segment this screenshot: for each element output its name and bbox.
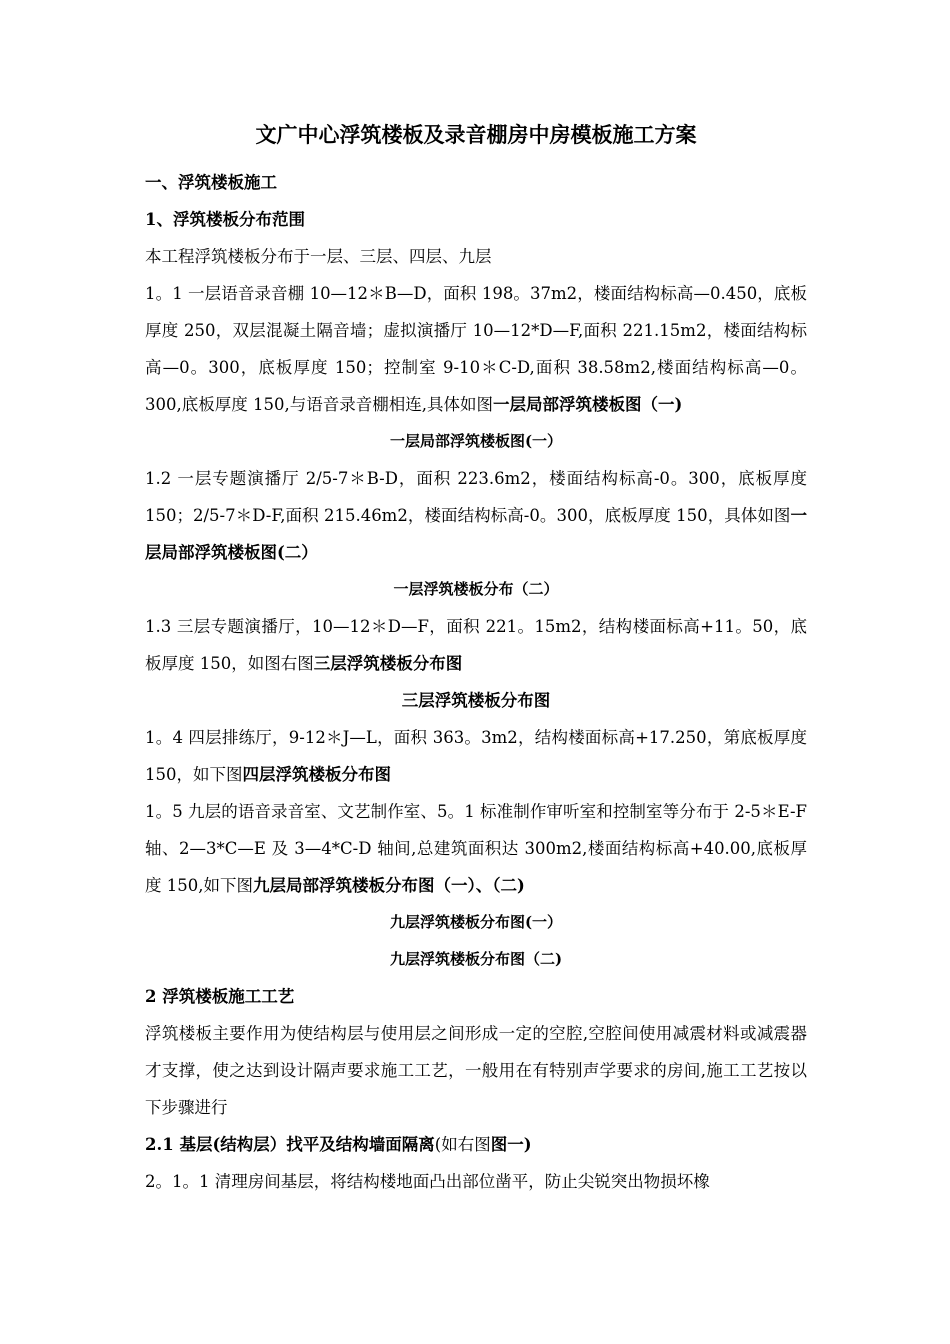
- document-title: 文广中心浮筑楼板及录音棚房中房模板施工方案: [255, 122, 697, 147]
- heading-text: 2.1 基层(结构层）找平及结构墙面隔离: [145, 1135, 435, 1154]
- figure-caption: 一层浮筑楼板分布（二）: [393, 580, 559, 598]
- section-heading: 一、浮筑楼板施工: [145, 173, 277, 192]
- paragraph-1-4: [145, 719, 807, 793]
- paragraph-1-2: [145, 460, 807, 571]
- figure-caption: 三层浮筑楼板分布图: [401, 691, 551, 710]
- figure-caption: 九层浮筑楼板分布图（二): [389, 950, 563, 968]
- figure-reference: 一层局部浮筑楼板图（一): [492, 395, 683, 414]
- figure-caption: 一层局部浮筑楼板图(一）: [389, 432, 563, 450]
- paragraph-text: 1.2 一层专题演播厅 2/5-7＊B-D，面积 223.6m2，楼面结构标高-0。300，底板厚度 150；2/5-7＊D-F,面积 215.46m2，楼面结构标高-0。300，底板厚度 150，具体如图: [145, 469, 807, 525]
- subsection-heading-2-1: [145, 1126, 807, 1163]
- intro-paragraph: 本工程浮筑楼板分布于一层、三层、四层、九层: [145, 247, 492, 266]
- paragraph-1-5: [145, 793, 807, 904]
- paragraph-2-1-1: 2。1。1 清理房间基层，将结构楼地面凸出部位凿平，防止尖锐突出物损坏橡: [145, 1172, 710, 1191]
- paragraph-text: 1.3 三层专题演播厅，10—12＊D—F，面积 221。15m2，结构楼面标高+11。50，底板厚度 150，如图右图: [145, 617, 807, 673]
- paragraph-2: 浮筑楼板主要作用为使结构层与使用层之间形成一定的空腔,空腔间使用减震材料或减震器才支撑，使之达到设计隔声要求施工工艺，一般用在有特别声学要求的房间,施工工艺按以下步骤进行: [145, 1024, 807, 1117]
- figure-caption: 九层浮筑楼板分布图(一）: [389, 913, 563, 931]
- paragraph-text: 1。5 九层的语音录音室、文艺制作室、5。1 标准制作审听室和控制室等分布于 2-5＊E-F 轴、2—3*C—E 及 3—4*C-D 轴间,总建筑面积达 300m2,楼面结构标高+40.00,底板厚度 150,如下图: [145, 802, 807, 895]
- subsection-heading: 2 浮筑楼板施工工艺: [145, 987, 295, 1006]
- document-page: [145, 118, 807, 1200]
- figure-reference: 图一): [490, 1135, 532, 1154]
- figure-reference: 四层浮筑楼板分布图: [242, 765, 391, 784]
- paragraph-1-3: [145, 608, 807, 682]
- heading-paren: (如右图: [434, 1135, 491, 1154]
- figure-reference: 三层浮筑楼板分布图: [313, 654, 463, 673]
- paragraph-text: 1。1 一层语音录音棚 10—12＊B—D，面积 198。37m2，楼面结构标高—0.450，底板厚度 250，双层混凝土隔音墙；虚拟演播厅 10—12*D—F,面积 221.15m2，楼面结构标高—0。300，底板厚度 150；控制室 9-10＊C-D,面积 38.58m2,楼面结构标高—0。300,底板厚度 150,与语音录音棚相连,具体如图: [145, 284, 807, 414]
- figure-reference: 九层局部浮筑楼板分布图（一）、（二): [252, 876, 525, 895]
- subsection-heading: 1、浮筑楼板分布范围: [145, 210, 305, 229]
- figure-reference: 一层局部浮筑楼板图(二）: [145, 506, 807, 562]
- paragraph-text: 1。4 四层排练厅，9-12＊J—L，面积 363。3m2，结构楼面标高+17.250，第底板厚度 150，如下图: [145, 728, 807, 784]
- paragraph-1-1: [145, 275, 807, 423]
